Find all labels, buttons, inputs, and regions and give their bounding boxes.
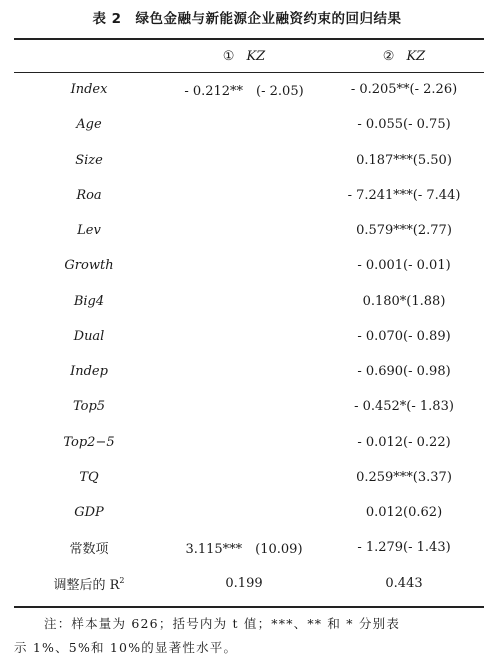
header-col1-marker: ① <box>222 48 235 64</box>
table-row <box>14 178 484 213</box>
variable-name-cell: Dual <box>73 328 105 344</box>
col2-value-cell: 0.012(0.62) <box>365 505 443 521</box>
variable-name-cell: Age <box>76 117 102 133</box>
adjusted-r2-label-cell <box>14 566 164 601</box>
adjusted-r2-row <box>14 566 484 601</box>
variable-name-cell: Lev <box>77 223 101 239</box>
variable-name-cell: TQ <box>79 469 99 485</box>
col2-value-cell: - 0.055(- 0.75) <box>357 117 451 133</box>
bottom-rule <box>14 606 484 608</box>
regression-table <box>14 40 484 601</box>
col1-value-cell <box>164 248 324 283</box>
header-row <box>14 40 484 72</box>
adjusted-r2-superscript: 2 <box>119 575 125 585</box>
variable-name-cell: Indep <box>70 364 108 380</box>
variable-name-cell: Big4 <box>73 293 105 309</box>
col1-value-cell: 3.115*** (10.09) <box>185 542 303 558</box>
variable-name-cell: 常数项 <box>69 542 109 558</box>
table-note <box>14 612 480 660</box>
adjusted-r2-col2: 0.443 <box>385 575 423 591</box>
variable-name-cell: Size <box>75 152 103 168</box>
col2-value-cell: - 0.452*(- 1.83) <box>354 399 454 415</box>
adjusted-r2-col1: 0.199 <box>225 575 263 591</box>
col2-value-cell: - 0.690(- 0.98) <box>357 364 451 380</box>
col1-value-cell <box>164 425 324 460</box>
variable-name-cell: Top5 <box>72 399 106 415</box>
col2-value-cell: 0.259***(3.37) <box>356 469 452 485</box>
col2-value-cell: - 0.001(- 0.01) <box>357 258 451 274</box>
header-empty-cell <box>14 40 164 72</box>
table-row <box>14 248 484 283</box>
table-row <box>14 389 484 424</box>
table-number: 表 2 <box>92 11 122 27</box>
variable-name-cell: GDP <box>74 505 104 521</box>
col2-value-cell: - 1.279(- 1.43) <box>357 540 451 556</box>
header-col2-marker: ② <box>382 48 395 64</box>
col1-value-cell <box>164 284 324 319</box>
header-col2-label: KZ <box>406 48 426 64</box>
table-row <box>14 425 484 460</box>
col1-value-cell: - 0.212** (- 2.05) <box>184 84 304 100</box>
col2-value-cell: 0.187***(5.50) <box>356 152 452 168</box>
table-row <box>14 495 484 530</box>
header-col1 <box>164 40 324 72</box>
table-row <box>14 354 484 389</box>
col1-value-cell <box>164 354 324 389</box>
col2-value-cell: - 0.012(- 0.22) <box>357 434 451 450</box>
note-line-2: 示 1%、5%和 10%的显著性水平。 <box>14 640 238 655</box>
col1-value-cell <box>164 389 324 424</box>
table-row <box>14 530 484 565</box>
table-title <box>0 7 494 27</box>
col2-value-cell: - 0.205**(- 2.26) <box>350 82 458 98</box>
col1-value-cell <box>164 143 324 178</box>
col2-value-cell: 0.579***(2.77) <box>356 223 452 239</box>
col1-value-cell <box>164 213 324 248</box>
table-caption: 绿色金融与新能源企业融资约束的回归结果 <box>135 11 402 27</box>
variable-name-cell: Index <box>70 82 108 98</box>
table-row <box>14 107 484 142</box>
table-row <box>14 460 484 495</box>
col2-value-cell: 0.180*(1.88) <box>362 293 446 309</box>
table-row <box>14 319 484 354</box>
header-col2 <box>324 40 484 72</box>
col1-value-cell <box>164 495 324 530</box>
variable-name-cell: Roa <box>76 187 102 203</box>
table-row <box>14 213 484 248</box>
table-row <box>14 143 484 178</box>
adjusted-r2-label: 调整后的 R <box>53 577 120 593</box>
table-row <box>14 72 484 107</box>
col1-value-cell <box>164 178 324 213</box>
table-row <box>14 284 484 319</box>
col1-value-cell <box>164 319 324 354</box>
col2-value-cell: - 7.241***(- 7.44) <box>347 187 461 203</box>
col1-value-cell <box>164 107 324 142</box>
note-line-1: 注：样本量为 626；括号内为 t 值；***、** 和 * 分别表 <box>44 616 401 631</box>
variable-name-cell: Top2−5 <box>63 434 115 450</box>
col1-value-cell <box>164 460 324 495</box>
variable-name-cell: Growth <box>64 258 114 274</box>
col2-value-cell: - 0.070(- 0.89) <box>357 328 451 344</box>
header-col1-label: KZ <box>246 48 266 64</box>
